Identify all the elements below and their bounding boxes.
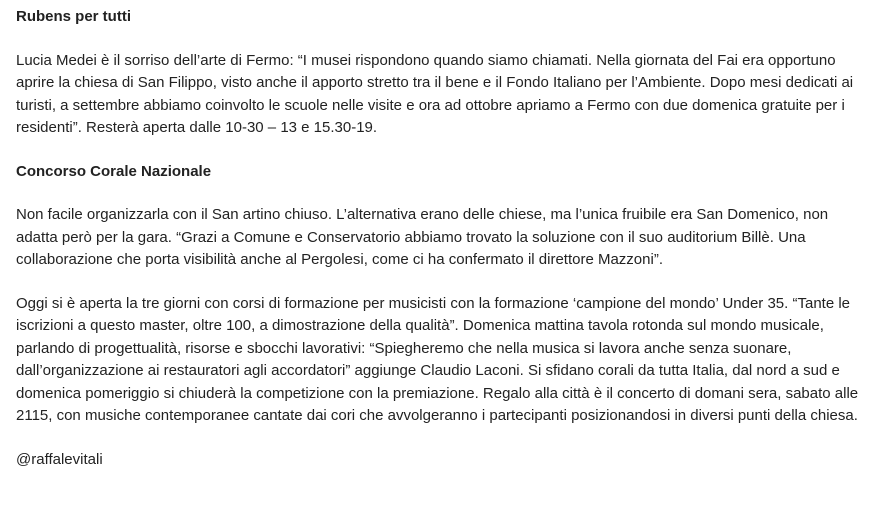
paragraph-concorso-2: Oggi si è aperta la tre giorni con corsi di formazione per musicisti con la formazione ‘campione del mondo’ Under 35. “Tante le iscrizioni a questo master, oltre 100, a dimostrazione della qualità”. Domenica mattina tavola rotonda sul mondo musicale, parlando di progettualità, risorse e sbocchi lavorativi: “Spiegheremo che nella musica si lavora anche senza suonare, dall’organizzazione ai restauratori agli accordatori” aggiunge Claudio Laconi. Si sfidano corali da tutta Italia, dal nord a sud e domenica pomeriggio si chiuderà la competizione con la premiazione. Regalo alla città è il concerto di domani sera, sabato alle 2115, con musiche contemporanee cantate dai cori che avvolgeranno i partecipanti posizionandosi in diversi punti della chiesa. (16, 294, 859, 424)
author-signature: @raffalevitali (16, 450, 103, 468)
section-heading-rubens: Rubens per tutti (16, 8, 131, 25)
section-heading-concorso: Concorso Corale Nazionale (16, 162, 212, 180)
paragraph-rubens: Lucia Medei è il sorriso dell’arte di Fermo: “I musei rispondono quando siamo chiamati. Nella giornata del Fai era opportuno aprire la chiesa di San Filippo, visto anche il apporto stretto tra il bene e il Fondo Italiano per l’Ambiente. Dopo mesi dedicati ai turisti, a settembre abbiamo coinvolto le scuole nelle visite e ora ad ottobre apriamo a Fermo con due domenica gratuite per i residenti”. Resterà aperta dalle 10-30 – 13 e 15.30-19. (16, 51, 854, 136)
paragraph-concorso-1: Non facile organizzarla con il San artino chiuso. L’alternativa erano delle chiese, ma l’unica fruibile era San Domenico, non adatta però per la gara. “Grazi a Comune e Conservatorio abbiamo trovato la soluzione con il suo auditorium Billè. Una collaborazione che porta visibilità anche al Pergolesi, come ci ha confermato il direttore Mazzoni”. (16, 206, 829, 268)
